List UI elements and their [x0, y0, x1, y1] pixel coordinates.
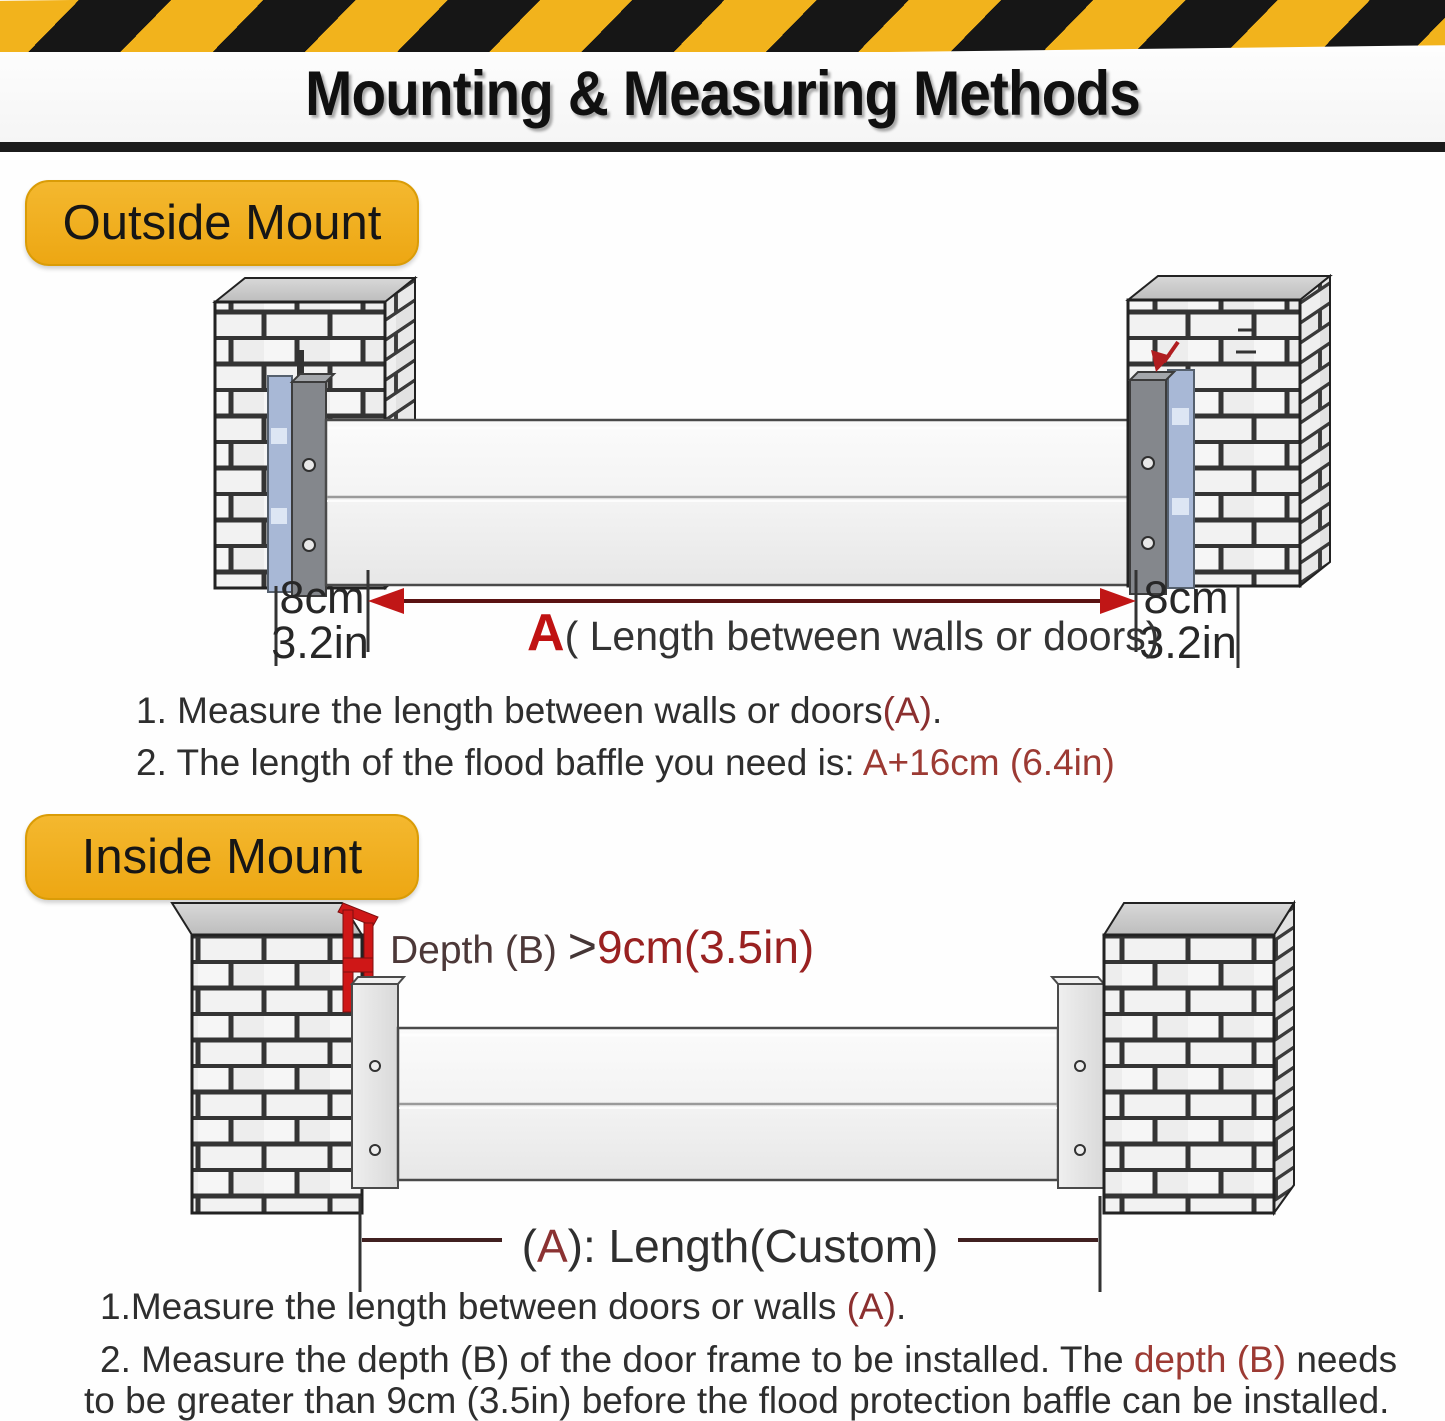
custom-length-label	[522, 1220, 939, 1272]
outside-step-1-period: .	[931, 690, 943, 731]
length-a-text: ( Length between walls or doors)	[564, 613, 1160, 659]
outside-mount-diagram	[0, 250, 1445, 680]
screw-hole	[1142, 457, 1154, 469]
outside-step-2-text: 2. The length of the flood baffle you need is:	[136, 742, 863, 783]
inside-right-brick-pillar	[1104, 903, 1294, 1213]
outside-step-2-formula: A+16cm (6.4in)	[862, 742, 1115, 783]
inside-step-1	[100, 1286, 906, 1328]
greater-than-sign: >	[567, 918, 597, 974]
channel-slot	[1172, 498, 1189, 515]
depth-b-prefix: Depth (B)	[390, 929, 568, 972]
inside-step-1-a: (A)	[846, 1286, 896, 1327]
inside-step-2-needs: needs	[1286, 1339, 1398, 1380]
inside-right-channel	[1052, 977, 1104, 1188]
screw-hole	[1075, 1145, 1085, 1155]
right-offset-in-label: 3.2in	[1139, 617, 1237, 668]
custom-length-a: A	[536, 1220, 568, 1272]
screw-hole	[1075, 1061, 1085, 1071]
channel-slot	[1172, 408, 1189, 425]
screw-hole	[303, 459, 315, 471]
inside-step-2-depth: depth (B)	[1133, 1339, 1287, 1380]
outside-step-1	[136, 690, 942, 732]
inside-left-brick-pillar	[172, 903, 362, 1213]
outside-step-2	[136, 742, 1115, 784]
right-offset-cm-label: 8cm	[1143, 572, 1229, 623]
inside-step-1-text: 1.Measure the length between doors or walls	[100, 1286, 847, 1327]
inside-step-2-continuation: to be greater than 9cm (3.5in) before the flood protection baffle can be installed.	[84, 1380, 1390, 1421]
outside-step-1-text: 1. Measure the length between walls or doors	[136, 690, 883, 731]
custom-length-text: ): Length(Custom)	[567, 1220, 939, 1272]
inside-step-2-line-1	[100, 1339, 1397, 1381]
screw-hole	[370, 1145, 380, 1155]
page-title: Mounting & Measuring Methods	[305, 59, 1140, 129]
length-a-double-arrow	[368, 588, 1136, 614]
length-a-letter: A	[527, 604, 565, 662]
depth-b-value: 9cm(3.5in)	[596, 921, 815, 973]
inside-mount-badge-label: Inside Mount	[81, 830, 363, 884]
channel-slot	[271, 508, 287, 524]
header-divider-bar	[0, 142, 1445, 152]
screw-hole	[1142, 537, 1154, 549]
outside-right-wall-channel	[1168, 370, 1194, 588]
inside-step-2-line-2	[84, 1380, 1389, 1421]
inside-left-channel	[352, 977, 404, 1188]
inside-step-1-period: .	[895, 1286, 907, 1327]
left-offset-in-label: 3.2in	[271, 617, 369, 668]
outside-mount-badge-label: Outside Mount	[62, 196, 382, 250]
inside-measurement-annotations	[360, 1196, 1100, 1292]
length-a-label	[527, 604, 1159, 662]
outside-flood-baffle-panel	[326, 420, 1136, 585]
left-offset-cm-label: 8cm	[279, 572, 365, 623]
inside-flood-baffle-panel	[398, 1028, 1058, 1180]
inside-mount-badge	[25, 814, 419, 900]
channel-slot	[271, 428, 287, 444]
inside-step-2-text: 2. Measure the depth (B) of the door frame to be installed. The	[100, 1339, 1134, 1380]
custom-length-open: (	[521, 1220, 537, 1272]
screw-hole	[370, 1061, 380, 1071]
screw-hole	[303, 539, 315, 551]
outside-left-wall-channel	[268, 376, 292, 592]
inside-mount-diagram	[0, 900, 1445, 1300]
outside-step-1-a: (A)	[882, 690, 932, 731]
depth-b-label	[390, 918, 814, 974]
